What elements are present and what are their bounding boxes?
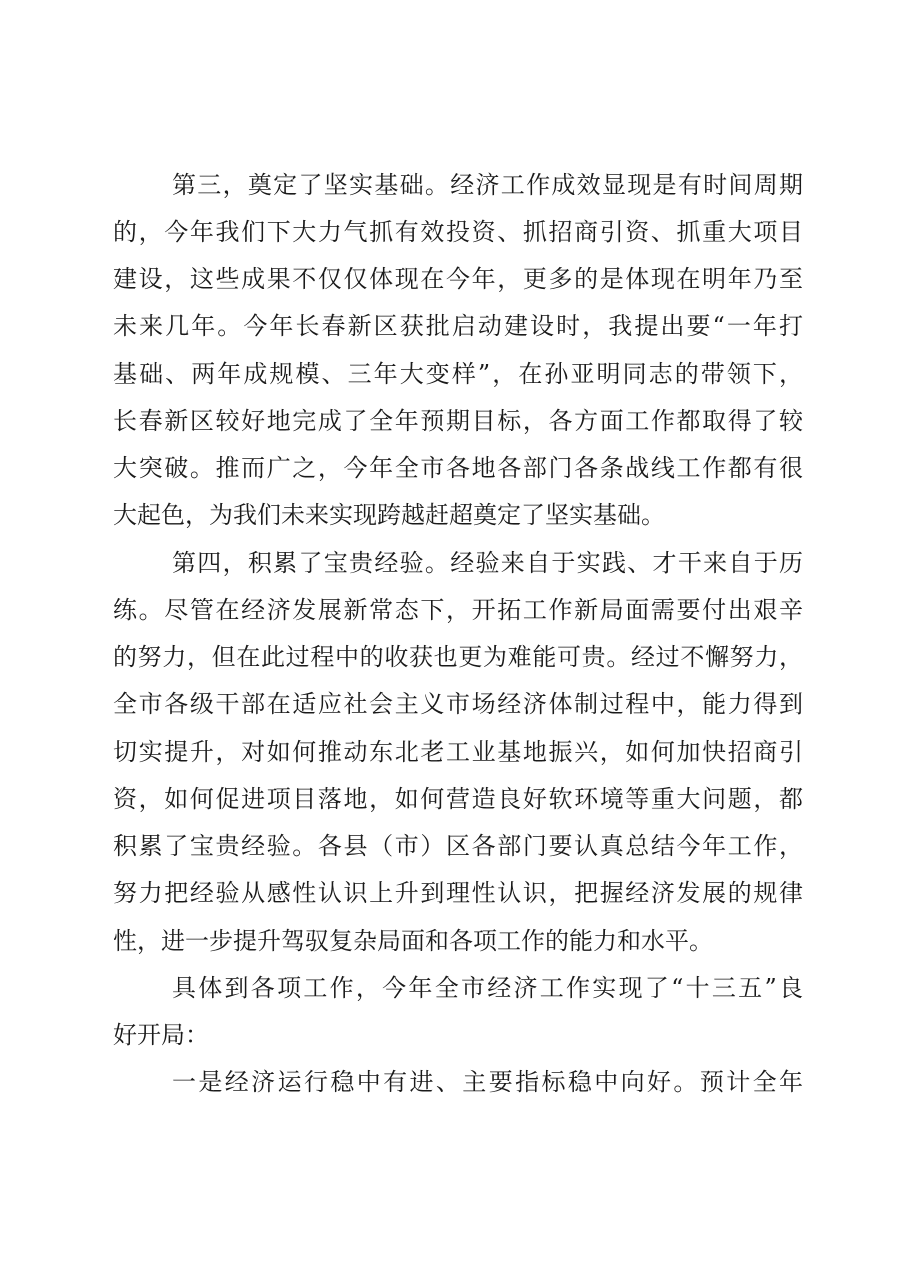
text-line: 长春新区较好地完成了全年预期目标，各方面工作都取得了较 [113,407,803,435]
text-line: 努力把经验从感性认识上升到理性认识，把握经济发展的规律 [113,879,803,907]
text-line: 积累了宝贵经验。各县（市）区各部门要认真总结今年工作， [113,832,803,860]
text-line: 全市各级干部在适应社会主义市场经济体制过程中，能力得到 [113,690,803,718]
text-line: 建设，这些成果不仅仅体现在今年，更多的是体现在明年乃至 [113,265,803,293]
text-line: 基础、两年成规模、三年大变样”，在孙亚明同志的带领下， [113,360,803,388]
text-line: 好开局： [113,1021,209,1049]
text-line: 的，今年我们下大力气抓有效投资、抓招商引资、抓重大项目 [113,218,803,246]
text-line: 未来几年。今年长春新区获批启动建设时，我提出要“一年打 [113,312,803,340]
text-line: 性，进一步提升驾驭复杂局面和各项工作的能力和水平。 [113,927,713,955]
text-line: 一是经济运行稳中有进、主要指标稳中向好。预计全年 [172,1068,803,1096]
text-line: 第三，奠定了坚实基础。经济工作成效显现是有时间周期 [172,171,803,199]
text-line: 的努力，但在此过程中的收获也更为难能可贵。经过不懈努力， [113,643,803,671]
text-line: 具体到各项工作，今年全市经济工作实现了“十三五”良 [172,974,803,1002]
text-line: 练。尽管在经济发展新常态下，开拓工作新局面需要付出艰辛 [113,596,803,624]
text-line: 大起色，为我们未来实现跨越赶超奠定了坚实基础。 [113,501,665,529]
text-line: 第四，积累了宝贵经验。经验来自于实践、才干来自于历 [172,549,803,577]
text-line: 大突破。推而广之，今年全市各地各部门各条战线工作都有很 [113,454,803,482]
text-line: 切实提升，对如何推动东北老工业基地振兴，如何加快招商引 [113,738,803,766]
text-line: 资，如何促进项目落地，如何营造良好软环境等重大问题，都 [113,785,803,813]
